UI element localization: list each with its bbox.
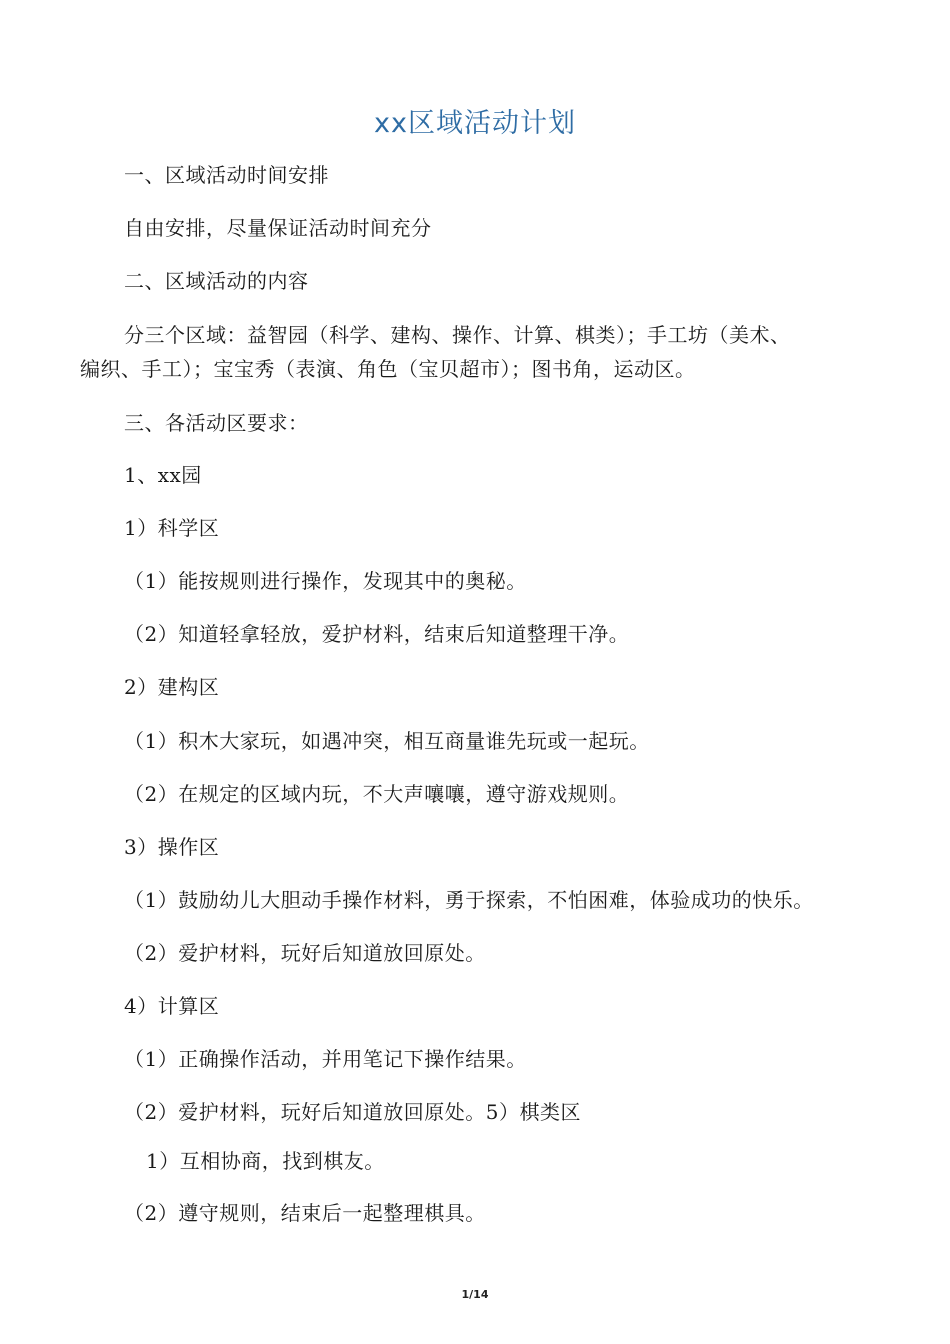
- paragraph-content-line-1: 分三个区域：益智园（科学、建构、操作、计算、棋类）；手工坊（美术、: [124, 323, 791, 347]
- area-heading-operation: 3）操作区: [124, 835, 220, 859]
- document-title: xx区域活动计划: [374, 108, 576, 139]
- list-item: 1）互相协商，找到棋友。: [146, 1149, 385, 1173]
- paragraph-content-line-2: 编织、手工）；宝宝秀（表演、角色（宝贝超市）；图书角，运动区。: [80, 357, 696, 381]
- list-item: （1）正确操作活动，并用笔记下操作结果。: [124, 1047, 527, 1071]
- area-heading-science: 1）科学区: [124, 516, 220, 540]
- area-heading-calculation: 4）计算区: [124, 994, 220, 1018]
- list-item: （2）爱护材料，玩好后知道放回原处。5）棋类区: [124, 1100, 581, 1124]
- subsection-heading-garden: 1、xx园: [124, 463, 202, 487]
- list-item: （2）遵守规则，结束后一起整理棋具。: [124, 1201, 486, 1225]
- paragraph-time: 自由安排，尽量保证活动时间充分: [124, 216, 432, 240]
- list-item: （2）在规定的区域内玩，不大声嚷嚷，遵守游戏规则。: [124, 782, 630, 806]
- list-item: （1）能按规则进行操作，发现其中的奥秘。: [124, 569, 527, 593]
- list-item: （1）积木大家玩，如遇冲突，相互商量谁先玩或一起玩。: [124, 729, 650, 753]
- section-heading-time: 一、区域活动时间安排: [124, 163, 329, 187]
- list-item: （2）爱护材料，玩好后知道放回原处。: [124, 941, 486, 965]
- list-item: （2）知道轻拿轻放，爱护材料，结束后知道整理干净。: [124, 622, 630, 646]
- section-heading-content: 二、区域活动的内容: [124, 269, 309, 293]
- page-number: 1/14: [461, 1288, 489, 1301]
- section-heading-requirements: 三、各活动区要求：: [124, 411, 309, 435]
- list-item: （1）鼓励幼儿大胆动手操作材料，勇于探索，不怕困难，体验成功的快乐。: [124, 888, 814, 912]
- area-heading-construction: 2）建构区: [124, 675, 220, 699]
